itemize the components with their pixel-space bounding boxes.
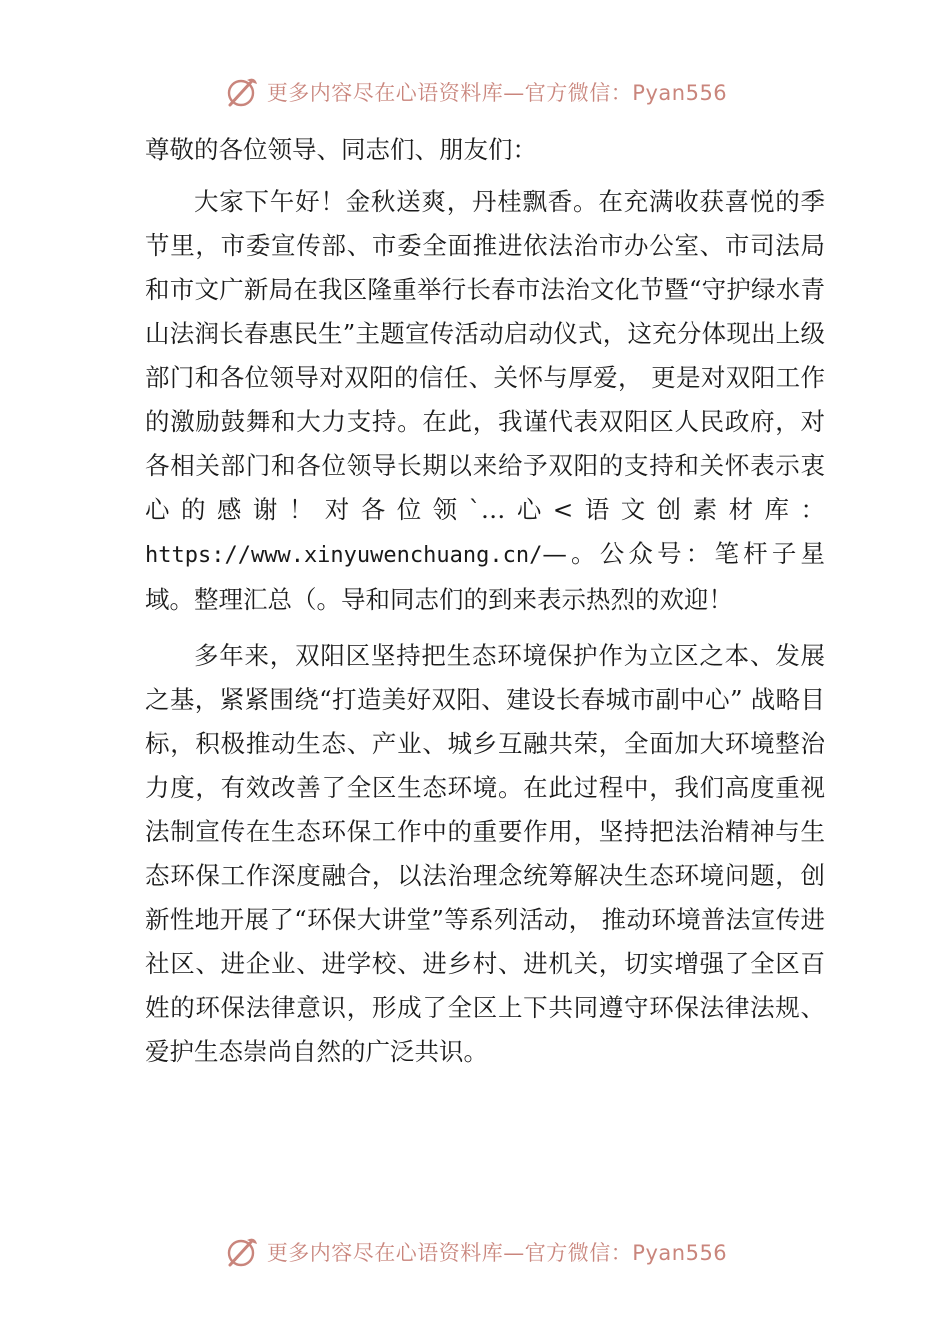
document-body [145,128,825,1074]
paragraph-2: 多年来，双阳区坚持把生态环境保护作为立区之本、发展之基，紧紧围绕“打造美好双阳、建设长春城市副中心” 战略目标，积极推动生态、产业、城乡互融共荣，全面加大环境整治力度，有效改善了全区生态环境。在此过程中，我们高度重视法制宣传在生态环保工作中的重要作用，坚持把法治精神与生态环保工作深度融合，以法治理念统筹解决生态环境问题，创新性地开展了“环保大讲堂”等系列活动， 推动环境普法宣传进社区、进企业、进学校、进乡村、进机关，切实增强了全区百姓的环保法律意识，形成了全区上下共同遵守环保法律法规、爱护生态崇尚自然的广泛共识。 [145,641,825,1066]
paragraph-1-text-b: —。公众号：笔杆子星域。整理汇总（。导和同志们的到来表示热烈的欢迎！ [145,539,825,614]
source-url: https://www.xinyuwenchuang.cn/ [145,543,543,568]
brand-logo-icon [223,72,263,112]
paragraph-1 [145,180,825,622]
brand-logo-icon [223,1232,263,1272]
paragraph-1-text-a: 大家下午好！金秋送爽，丹桂飘香。在充满收获喜悦的季节里，市委宣传部、市委全面推进依法治市办公室、市司法局和市文广新局在我区隆重举行长春市法治文化节暨“守护绿水青山法润长春惠民生”主题宣传活动启动仪式，这充分体现出上级部门和各位领导对双阳的信任、关怀与厚爱， 更是对双阳工作的激励鼓舞和大力支持。在此，我谨代表双阳区人民政府，对各相关部门和各位领导长期以来给予双阳的支持和关怀表示衷心的感谢！对各位领`…心<语文创素材库： [145,187,825,524]
footer-banner [0,1232,950,1272]
banner-text: 更多内容尽在心语资料库—官方微信：Pyan556 [266,81,728,105]
banner-text: 更多内容尽在心语资料库—官方微信：Pyan556 [266,1241,728,1265]
salutation: 尊敬的各位领导、同志们、朋友们： [145,135,537,164]
header-banner [0,72,950,112]
